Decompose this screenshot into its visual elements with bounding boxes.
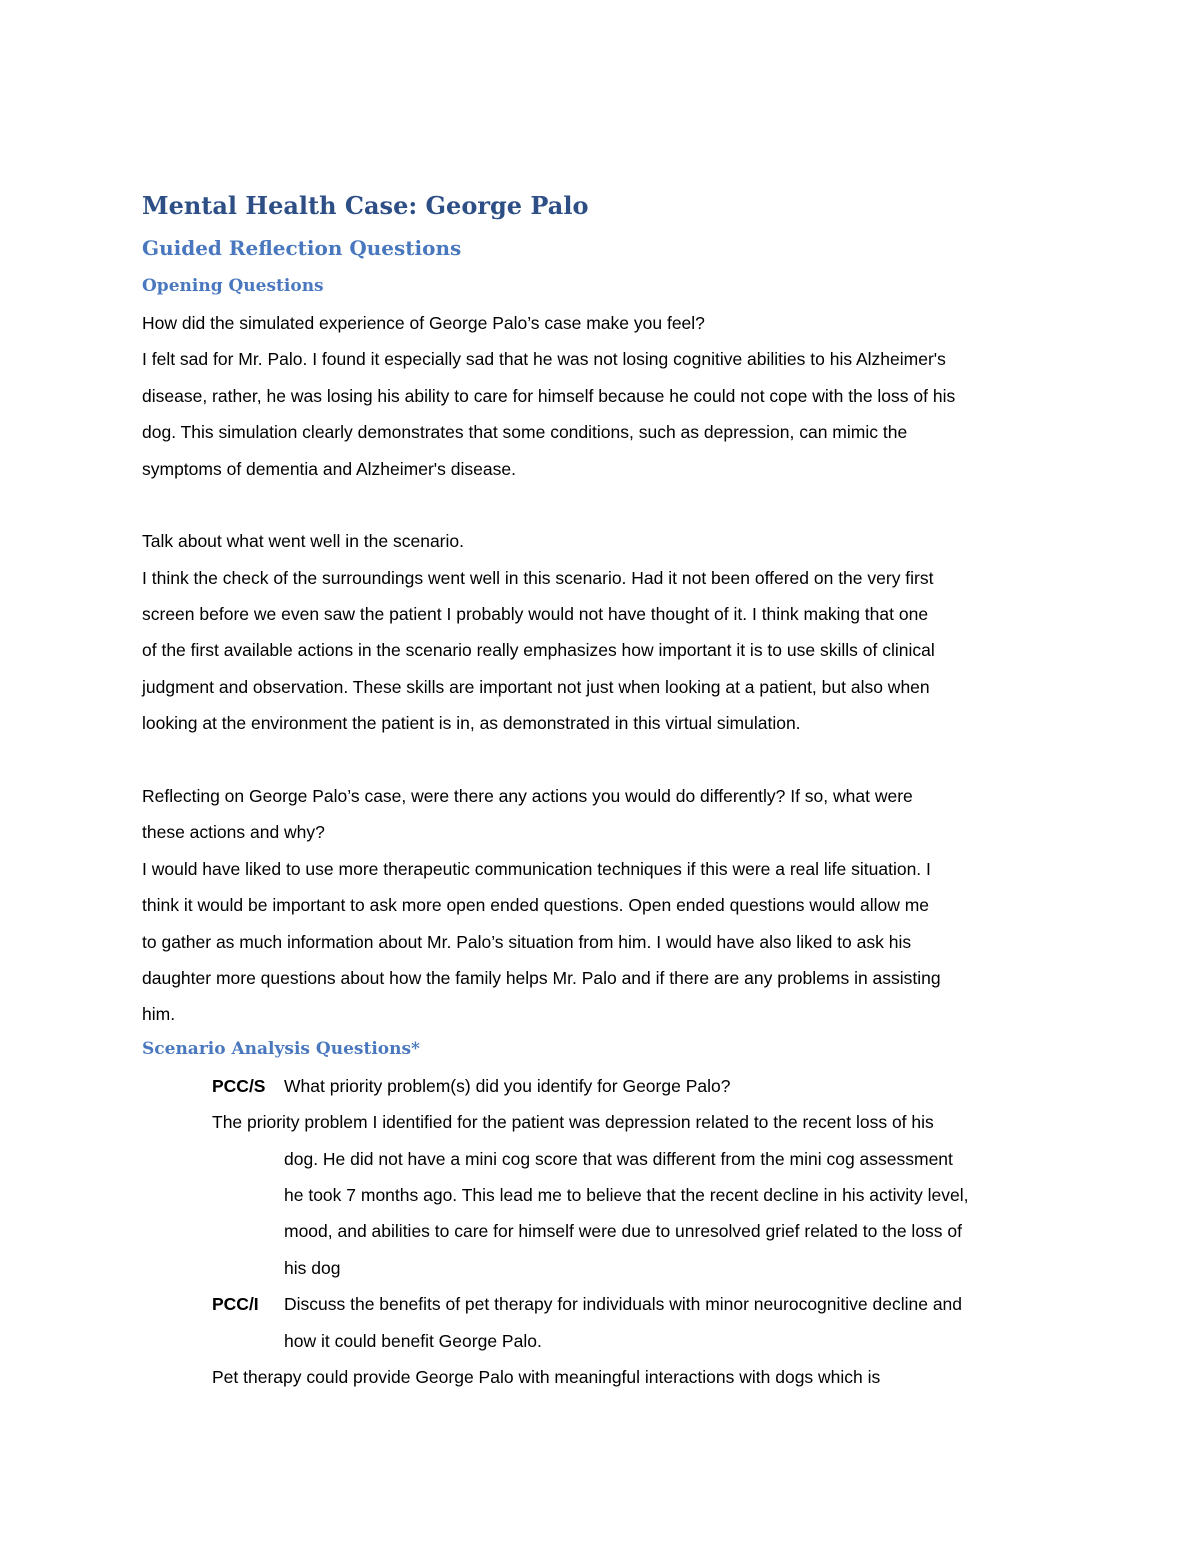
pcc-s-question-text: What priority problem(s) did you identify for George Palo? — [284, 1076, 731, 1096]
answer-went-well-line: screen before we even saw the patient I probably would not have thought of it. I think making that one — [142, 604, 929, 624]
answer-went-well-line: looking at the environment the patient is in, as demonstrated in this virtual simulation. — [142, 713, 801, 733]
question-went-well: Talk about what went well in the scenario. — [142, 531, 464, 551]
pcc-i-question-line: how it could benefit George Palo. — [284, 1331, 542, 1351]
scenario-analysis-heading: Scenario Analysis Questions* — [142, 1039, 420, 1059]
pcc-s-question — [212, 1075, 730, 1097]
answer-feelings-line: disease, rather, he was losing his ability to care for himself because he could not cope with the loss of his — [142, 386, 956, 406]
pcc-s-answer-line: The priority problem I identified for the patient was depression related to the recent loss of his — [212, 1112, 934, 1132]
pcc-s-answer-line: dog. He did not have a mini cog score that was different from the mini cog assessment — [284, 1149, 953, 1169]
question-differently-line: these actions and why? — [142, 822, 325, 842]
answer-differently-line: I would have liked to use more therapeutic communication techniques if this were a real life situation. I — [142, 859, 931, 879]
pcc-i-question — [212, 1293, 962, 1315]
answer-went-well-line: judgment and observation. These skills are important not just when looking at a patient, but also when — [142, 677, 930, 697]
answer-differently-line: think it would be important to ask more open ended questions. Open ended questions would allow me — [142, 895, 930, 915]
answer-differently-line: daughter more questions about how the family helps Mr. Palo and if there are any problems in assisting — [142, 968, 941, 988]
answer-went-well-line: of the first available actions in the scenario really emphasizes how important it is to use skills of clinical — [142, 640, 935, 660]
pcc-s-label: PCC/S — [212, 1076, 266, 1096]
pcc-s-answer-line: his dog — [284, 1258, 341, 1278]
document-title: Mental Health Case: George Palo — [142, 191, 589, 220]
answer-differently-line: to gather as much information about Mr. Palo’s situation from him. I would have also liked to ask his — [142, 932, 912, 952]
answer-feelings-line: I felt sad for Mr. Palo. I found it especially sad that he was not losing cognitive abilities to his Alzheimer's — [142, 349, 946, 369]
pcc-i-label: PCC/I — [212, 1294, 259, 1314]
answer-feelings-line: symptoms of dementia and Alzheimer's disease. — [142, 459, 516, 479]
question-differently-line: Reflecting on George Palo’s case, were there any actions you would do differently? If so, what were — [142, 786, 913, 806]
question-feelings: How did the simulated experience of George Palo’s case make you feel? — [142, 313, 705, 333]
answer-differently-line: him. — [142, 1004, 176, 1024]
answer-feelings-line: dog. This simulation clearly demonstrates that some conditions, such as depression, can mimic the — [142, 422, 908, 442]
opening-questions-heading: Opening Questions — [142, 276, 324, 296]
pcc-s-answer-line: he took 7 months ago. This lead me to believe that the recent decline in his activity level, — [284, 1185, 969, 1205]
pcc-i-question-text: Discuss the benefits of pet therapy for individuals with minor neurocognitive decline and — [284, 1294, 963, 1314]
answer-went-well-line: I think the check of the surroundings went well in this scenario. Had it not been offered on the very first — [142, 568, 934, 588]
pcc-s-answer-line: mood, and abilities to care for himself were due to unresolved grief related to the loss of — [284, 1221, 963, 1241]
pcc-i-answer-line: Pet therapy could provide George Palo with meaningful interactions with dogs which is — [212, 1367, 881, 1387]
document-subtitle: Guided Reflection Questions — [142, 236, 462, 260]
